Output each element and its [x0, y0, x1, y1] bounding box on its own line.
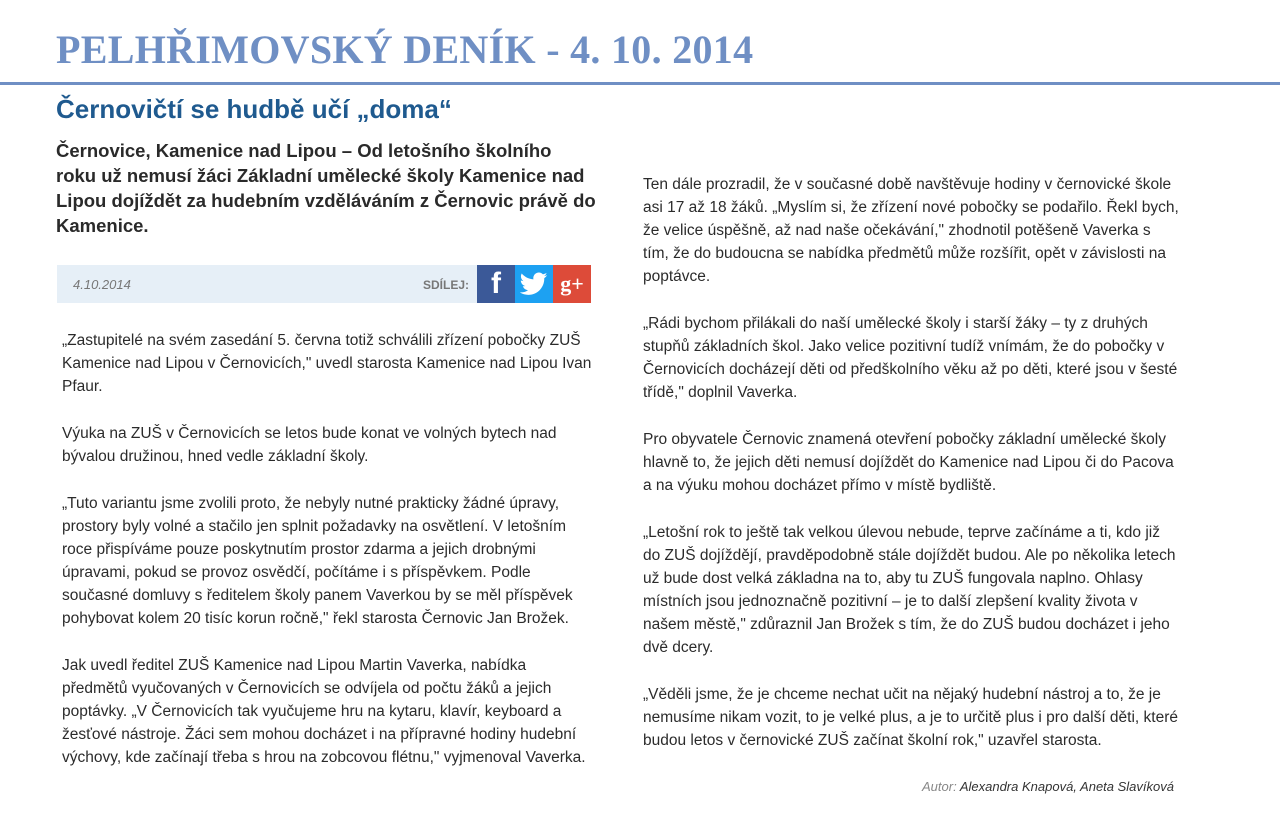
article-title: Černovičtí se hudbě učí „doma“ [56, 94, 452, 124]
facebook-share-button[interactable] [477, 265, 515, 303]
article-paragraph: „Věděli jsme, že je chceme nechat učit na nějaký hudební nástroj a to, že je nemusíme nikam vozit, to je velké plus, a je to určitě plus i pro další děti, které budou letos v černovické ZUŠ začínat školní rok," uzavřel starosta. [643, 686, 1178, 749]
article-body-right-column [643, 173, 1179, 776]
article-lead: Černovice, Kamenice nad Lipou – Od letošního školního roku už nemusí žáci Základní umělecké školy Kamenice nad Lipou dojíždět za hudebním vzděláváním z Černovic právě do Kamenice. [56, 140, 596, 236]
author-label: Autor: [922, 779, 957, 794]
article-paragraph: „Tuto variantu jsme zvolili proto, že nebyly nutné prakticky žádné úpravy, prostory byly volné a stačilo jen splnit požadavky na osvětlení. V letošním roce přispíváme pouze poskytnutím prostor zdarma a jejich drobnými úpravami, pokud se provoz osvědčí, počítáme i s příspěvkem. Podle současné domluvy s ředitelem školy panem Vaverkou by se měl příspěvek pohybovat kolem 20 tisíc korun ročně," řekl starosta Černovic Jan Brožek. [62, 495, 573, 627]
article-meta-bar [57, 265, 591, 303]
article-body-left-column [62, 329, 594, 793]
twitter-icon [520, 272, 548, 296]
google-plus-icon: g+ [560, 271, 584, 296]
masthead: PELHŘIMOVSKÝ DENÍK - 4. 10. 2014 [56, 27, 754, 72]
article-author-line [780, 779, 1174, 794]
twitter-share-button[interactable] [515, 265, 553, 303]
article-paragraph: Jak uvedl ředitel ZUŠ Kamenice nad Lipou Martin Vaverka, nabídka předmětů vyučovaných v Černovicích se odvíjela od počtu žáků a jejich poptávky. „V Černovicích tak vyučujeme hru na kytaru, klavír, keyboard a žesťové nástroje. Žáci sem mohou docházet i na přípravné hodiny hudební výchovy, kde začínají třeba s hrou na zobcovou flétnu," vyjmenoval Vaverka. [62, 657, 586, 766]
facebook-icon: f [491, 267, 501, 300]
google-plus-share-button[interactable] [553, 265, 591, 303]
article-paragraph: Výuka na ZUŠ v Černovicích se letos bude konat ve volných bytech nad bývalou družinou, hned vedle základní školy. [62, 425, 557, 465]
article-date: 4.10.2014 [73, 277, 131, 292]
article-paragraph: „Zastupitelé na svém zasedání 5. června totiž schválili zřízení pobočky ZUŠ Kamenice nad Lipou v Černovicích," uvedl starosta Kamenice nad Lipou Ivan Pfaur. [62, 332, 592, 395]
author-names: Alexandra Knapová, Aneta Slavíková [959, 779, 1174, 794]
share-label: SDÍLEJ: [423, 278, 470, 292]
article-paragraph: Ten dále prozradil, že v současné době navštěvuje hodiny v černovické škole asi 17 až 18 žáků. „Myslím si, že zřízení nové pobočky se podařilo. Řekl bych, že velice úspěšně, až nad naše očekávání," zhodnotil potěšeně Vaverka s tím, že do budoucna se nabídka předmětů může rozšířit, opět v závislosti na poptávce. [643, 176, 1179, 285]
masthead-divider [0, 82, 1280, 85]
article-paragraph: „Letošní rok to ještě tak velkou úlevou nebude, teprve začínáme a ti, kdo již do ZUŠ dojíždějí, pravděpodobně stále dojíždět budou. Ale po několika letech už bude dost velká základna na to, aby tu ZUŠ fungovala naplno. Ohlasy místních jsou jednoznačně pozitivní – je to další zlepšení kvality života v našem městě," zdůraznil Jan Brožek s tím, že do ZUŠ budou docházet i jeho dvě dcery. [643, 524, 1176, 656]
article-paragraph: Pro obyvatele Černovic znamená otevření pobočky základní umělecké školy hlavně to, že jejich děti nemusí dojíždět do Kamenice nad Lipou či do Pacova a na výuku mohou docházet přímo v místě bydliště. [643, 431, 1174, 494]
article-paragraph: „Rádi bychom přilákali do naší umělecké školy i starší žáky – ty z druhých stupňů základních škol. Jako velice pozitivní tudíž vnímám, že do pobočky v Černovicích docházejí děti od předškolního věku až po děti, které jsou v šesté třídě," doplnil Vaverka. [643, 315, 1178, 401]
